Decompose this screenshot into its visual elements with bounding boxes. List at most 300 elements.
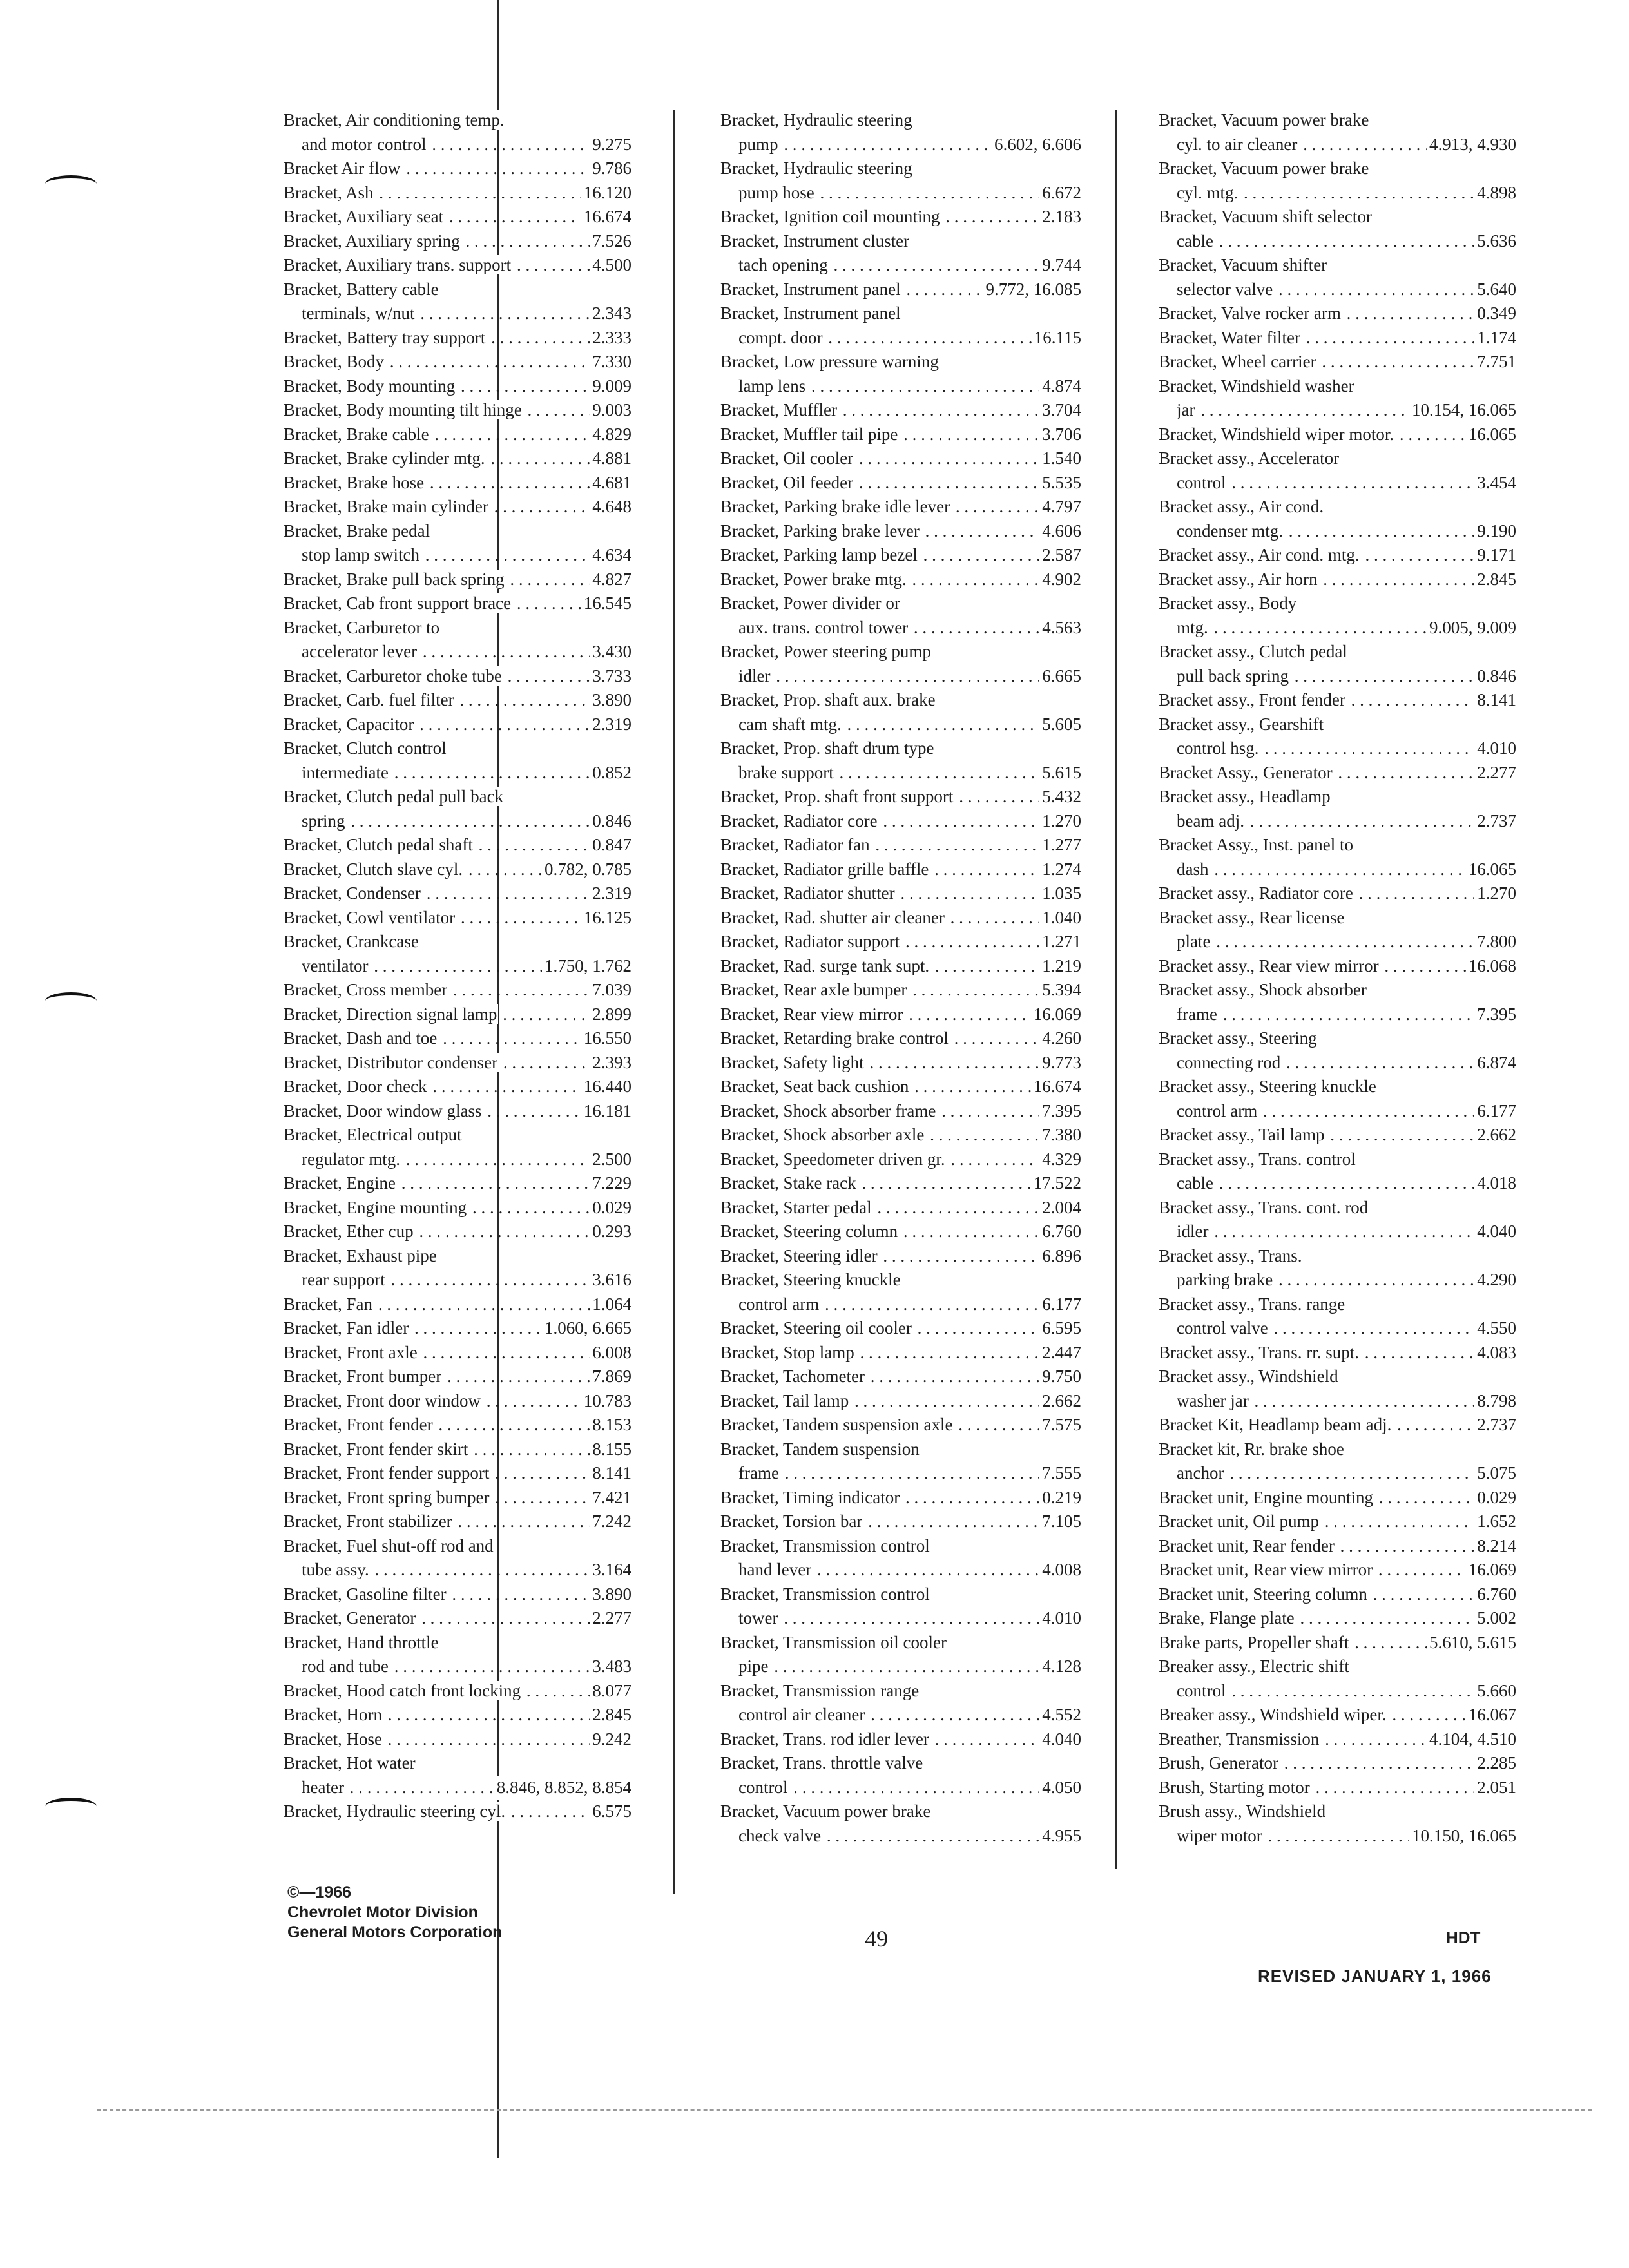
entry-label: Bracket, Steering column <box>720 1222 898 1241</box>
entry-label: Bracket, Exhaust pipe <box>284 1245 437 1265</box>
entry-page-ref: 4.128 <box>1039 1655 1081 1679</box>
entry-label-wrap <box>284 1123 631 1148</box>
entry-page-ref: 17.522 <box>1031 1171 1081 1196</box>
entry-label-wrap <box>720 1437 1081 1462</box>
index-entry-line <box>720 519 1081 544</box>
entry-page-ref: 9.773 <box>1039 1051 1081 1075</box>
entry-label-leader <box>284 1220 631 1244</box>
entry-page-ref: 16.068 <box>1466 954 1516 979</box>
entry-label-wrap <box>1159 205 1516 229</box>
index-entry-line <box>284 1148 631 1172</box>
entry-label: Bracket, Condenser <box>284 883 421 903</box>
entry-label-wrap <box>1159 713 1516 737</box>
entry-label: Bracket, Rear view mirror <box>720 1004 903 1024</box>
index-entry-line <box>720 350 1081 374</box>
punch-hole-mark-middle <box>45 992 97 1010</box>
entry-label: Bracket, Air conditioning temp. <box>284 110 505 130</box>
entry-label-wrap <box>284 785 631 809</box>
entry-label: Bracket, Muffler tail pipe <box>720 424 898 444</box>
entry-label: Breaker assy., Electric shift <box>1159 1657 1349 1676</box>
entry-label-wrap <box>1159 1365 1516 1389</box>
entry-label-leader <box>302 133 631 157</box>
index-entry-line <box>1159 326 1516 351</box>
entry-label-wrap <box>1159 1196 1516 1220</box>
index-entry-line <box>720 591 1081 616</box>
entry-label: brake support <box>738 762 834 782</box>
index-entry-line <box>720 616 1081 640</box>
entry-page-ref: 10.150, 16.065 <box>1409 1824 1516 1849</box>
entry-page-ref: 0.846 <box>1474 664 1516 689</box>
entry-page-ref: 2.662 <box>1039 1389 1081 1414</box>
index-entry-line <box>284 1461 631 1486</box>
index-entry-line <box>284 1244 631 1269</box>
index-entry-line <box>1159 1486 1516 1510</box>
entry-label: heater <box>302 1777 344 1797</box>
index-entry-line <box>1159 858 1516 882</box>
entry-label-wrap <box>720 688 1081 713</box>
index-entry-line <box>720 398 1081 423</box>
index-entry-line <box>1159 423 1516 447</box>
entry-label-leader <box>720 954 1081 979</box>
entry-label-leader <box>1177 1461 1516 1486</box>
entry-label-leader <box>720 785 1081 809</box>
entry-label-leader <box>738 1703 1081 1727</box>
index-entry-line <box>720 108 1081 133</box>
entry-label: Bracket assy., Shock absorber <box>1159 980 1367 999</box>
entry-page-ref: 9.786 <box>590 157 631 181</box>
entry-label: Bracket, Steering idler <box>720 1245 878 1265</box>
entry-label-leader <box>302 640 631 664</box>
entry-label-leader <box>720 1486 1081 1510</box>
index-entry-line <box>284 1268 631 1293</box>
entry-label: Bracket, Low pressure warning <box>720 352 939 371</box>
index-entry-line <box>284 1196 631 1220</box>
entry-label: frame <box>738 1463 779 1483</box>
entry-label: Bracket, Power steering pump <box>720 642 931 661</box>
entry-label-wrap <box>284 1244 631 1269</box>
index-entry-line <box>284 1293 631 1317</box>
entry-page-ref: 3.483 <box>590 1655 631 1679</box>
entry-label: Bracket, Hydraulic steering cyl. <box>284 1802 506 1821</box>
entry-label-leader <box>284 978 631 1003</box>
entry-label: Bracket, Parking lamp bezel <box>720 545 918 564</box>
entry-label-wrap <box>284 616 631 640</box>
index-entry-line <box>284 157 631 181</box>
index-entry-line <box>284 471 631 495</box>
entry-label-leader <box>720 1510 1081 1534</box>
index-entry-line <box>1159 1800 1516 1824</box>
entry-label-wrap <box>1159 640 1516 664</box>
index-entry-line <box>284 1075 631 1099</box>
entry-label-leader <box>720 1196 1081 1220</box>
entry-page-ref: 2.393 <box>590 1051 631 1075</box>
entry-page-ref: 5.002 <box>1474 1606 1516 1631</box>
entry-label-leader <box>720 1727 1081 1752</box>
entry-label-wrap <box>720 108 1081 133</box>
entry-page-ref: 2.737 <box>1474 1413 1516 1437</box>
entry-label: frame <box>1177 1004 1217 1024</box>
entry-page-ref: 16.545 <box>581 591 631 616</box>
entry-label-leader <box>1177 1003 1516 1027</box>
entry-label: idler <box>738 666 771 686</box>
entry-page-ref: 10.783 <box>581 1389 631 1414</box>
entry-label-leader <box>738 1461 1081 1486</box>
entry-label-leader <box>284 713 631 737</box>
entry-label-leader <box>284 1679 631 1704</box>
entry-label: Bracket unit, Engine mounting <box>1159 1487 1373 1507</box>
index-entry-line <box>1159 1123 1516 1148</box>
index-entry-line <box>284 495 631 519</box>
page-number: 49 <box>865 1926 888 1952</box>
entry-page-ref: 5.660 <box>1474 1679 1516 1704</box>
index-entry-line <box>720 1316 1081 1341</box>
entry-label: Bracket unit, Rear view mirror <box>1159 1560 1373 1579</box>
entry-label: Bracket, Dash and toe <box>284 1028 438 1048</box>
index-entry-line <box>720 1776 1081 1800</box>
entry-label: pipe <box>738 1657 769 1676</box>
entry-label: Bracket, Brake pull back spring <box>284 569 505 589</box>
index-entry-line <box>1159 108 1516 133</box>
entry-label: tach opening <box>738 255 828 274</box>
index-entry-line <box>720 930 1081 954</box>
entry-label-leader <box>720 423 1081 447</box>
index-entry-line <box>284 1123 631 1148</box>
index-entry-line <box>284 954 631 979</box>
entry-label-leader <box>720 543 1081 568</box>
entry-page-ref: 3.430 <box>590 640 631 664</box>
entry-label-leader <box>720 1365 1081 1389</box>
index-entry-line <box>1159 1026 1516 1051</box>
entry-label-wrap <box>720 1268 1081 1293</box>
entry-label: Bracket, Clutch slave cyl. <box>284 859 463 879</box>
index-entry-line <box>1159 1679 1516 1704</box>
entry-label-leader <box>284 253 631 278</box>
index-entry-line <box>720 1293 1081 1317</box>
index-entry-line <box>1159 1824 1516 1849</box>
entry-label: Bracket, Electrical output <box>284 1125 462 1144</box>
index-entry-line <box>284 181 631 206</box>
index-entry-line <box>720 1244 1081 1269</box>
entry-label: Bracket, Auxiliary trans. support <box>284 255 512 274</box>
entry-label: Bracket, Instrument cluster <box>720 231 910 251</box>
entry-page-ref: 16.065 <box>1466 858 1516 882</box>
entry-label-leader <box>720 978 1081 1003</box>
entry-page-ref: 1.750, 1.762 <box>542 954 631 979</box>
entry-label-leader <box>284 423 631 447</box>
index-entry-line <box>284 1727 631 1752</box>
punch-hole-mark-top <box>45 175 97 193</box>
index-entry-line <box>1159 1606 1516 1631</box>
index-entry-line <box>1159 1510 1516 1534</box>
entry-page-ref: 6.008 <box>590 1341 631 1365</box>
index-entry-line <box>1159 495 1516 519</box>
entry-label: Bracket, Safety light <box>720 1052 864 1072</box>
index-entry-line <box>1159 229 1516 254</box>
entry-label-wrap <box>284 1751 631 1776</box>
entry-label: cyl. mtg. <box>1177 182 1239 202</box>
index-entry-line <box>284 736 631 761</box>
entry-label: Bracket assy., Accelerator <box>1159 448 1340 468</box>
entry-label: Bracket, Brake pedal <box>284 521 430 541</box>
index-entry-line <box>284 1341 631 1365</box>
entry-label: Bracket, Radiator fan <box>720 835 870 854</box>
entry-label-leader <box>1159 326 1516 351</box>
entry-label: Bracket, Rad. surge tank supt. <box>720 956 930 975</box>
entry-label-leader <box>1159 1486 1516 1510</box>
entry-label-wrap <box>284 1631 631 1655</box>
index-entry-line <box>1159 616 1516 640</box>
entry-label: Breaker assy., Windshield wiper. <box>1159 1705 1387 1724</box>
index-entry-line <box>1159 1099 1516 1124</box>
entry-label-leader <box>720 809 1081 834</box>
entry-page-ref: 16.674 <box>581 205 631 229</box>
entry-label: Bracket, Clutch control <box>284 738 447 758</box>
entry-label-leader <box>1159 1413 1516 1437</box>
entry-label: Breather, Transmission <box>1159 1729 1320 1749</box>
entry-page-ref: 4.634 <box>590 543 631 568</box>
index-entry-line <box>284 326 631 351</box>
entry-label-leader <box>1177 809 1516 834</box>
index-entry-line <box>1159 954 1516 979</box>
index-entry-line <box>1159 1365 1516 1389</box>
index-entry-line <box>720 1365 1081 1389</box>
entry-label: Bracket, Fuel shut-off rod and <box>284 1535 494 1555</box>
entry-page-ref: 16.115 <box>1032 326 1081 351</box>
entry-label: Bracket assy., Front fender <box>1159 690 1345 709</box>
entry-label: Bracket assy., Trans. rr. supt. <box>1159 1342 1359 1362</box>
entry-label: cable <box>1177 231 1213 251</box>
entry-label-leader <box>1177 1679 1516 1704</box>
entry-label: Bracket, Crankcase <box>284 932 419 951</box>
entry-label: Brake, Flange plate <box>1159 1608 1295 1628</box>
index-entry-line <box>1159 568 1516 592</box>
index-entry-line <box>1159 1437 1516 1462</box>
entry-label-leader <box>302 1268 631 1293</box>
index-entry-line <box>720 736 1081 761</box>
entry-label: Bracket, Seat back cushion <box>720 1077 909 1096</box>
index-entry-line <box>720 1003 1081 1027</box>
index-entry-line <box>1159 809 1516 834</box>
index-entry-line <box>284 1800 631 1824</box>
entry-label: compt. door <box>738 327 823 347</box>
index-entry-line <box>284 1558 631 1582</box>
index-entry-line <box>284 688 631 713</box>
index-entry-line <box>1159 447 1516 471</box>
index-entry-line <box>284 1026 631 1051</box>
entry-label-wrap <box>1159 906 1516 930</box>
index-entry-line <box>1159 664 1516 689</box>
entry-page-ref: 9.242 <box>590 1727 631 1752</box>
entry-label-leader <box>738 374 1081 399</box>
index-entry-line <box>1159 1727 1516 1752</box>
entry-label: Bracket, Valve rocker arm <box>1159 303 1341 323</box>
index-entry-line <box>720 1437 1081 1462</box>
entry-label-leader <box>1159 1341 1516 1365</box>
entry-label: Bracket, Parking brake idle lever <box>720 497 950 516</box>
entry-label: Bracket, Capacitor <box>284 714 414 734</box>
entry-page-ref: 9.171 <box>1474 543 1516 568</box>
entry-label-leader <box>284 664 631 689</box>
entry-label-leader <box>720 1123 1081 1148</box>
entry-label: Bracket, Distributor condenser <box>284 1052 498 1072</box>
index-entry-line <box>1159 278 1516 302</box>
entry-label: Bracket, Auxiliary spring <box>284 231 460 251</box>
index-entry-line <box>720 664 1081 689</box>
index-entry-line <box>720 1631 1081 1655</box>
entry-label-leader <box>1177 664 1516 689</box>
index-entry-line <box>1159 930 1516 954</box>
entry-label: washer jar <box>1177 1390 1249 1410</box>
entry-label-leader <box>1177 930 1516 954</box>
index-entry-line <box>284 350 631 374</box>
entry-label: Bracket Kit, Headlamp beam adj. <box>1159 1415 1392 1434</box>
index-entry-line <box>284 1631 631 1655</box>
entry-label-leader <box>720 471 1081 495</box>
entry-label-leader <box>720 833 1081 858</box>
entry-page-ref: 16.125 <box>581 906 631 930</box>
entry-label: control arm <box>1177 1100 1258 1120</box>
entry-label-leader <box>720 1075 1081 1099</box>
index-entry-line <box>720 1727 1081 1752</box>
punch-hole-mark-bottom <box>45 1798 97 1815</box>
entry-label: Bracket, Transmission control <box>720 1535 930 1555</box>
entry-label: Bracket assy., Rear license <box>1159 907 1345 927</box>
entry-label-leader <box>284 1196 631 1220</box>
entry-label-leader <box>284 181 631 206</box>
entry-page-ref: 4.648 <box>590 495 631 519</box>
entry-page-ref: 4.881 <box>590 447 631 471</box>
index-entry-line <box>720 133 1081 157</box>
entry-page-ref: 16.440 <box>581 1075 631 1099</box>
index-entry-line <box>720 1703 1081 1727</box>
index-entry-line <box>284 253 631 278</box>
entry-page-ref: 8.141 <box>590 1461 631 1486</box>
entry-label-leader <box>284 157 631 181</box>
index-entry-line <box>720 785 1081 809</box>
index-entry-line <box>720 1075 1081 1099</box>
entry-label-leader <box>1159 1558 1516 1582</box>
entry-label: Bracket, Fan <box>284 1294 372 1314</box>
entry-label-leader <box>284 1171 631 1196</box>
index-entry-line <box>284 398 631 423</box>
entry-label: Bracket, Front stabilizer <box>284 1512 452 1531</box>
entry-page-ref: 4.797 <box>1039 495 1081 519</box>
index-entry-line <box>284 1703 631 1727</box>
entry-label: Bracket, Power brake mtg. <box>720 569 907 589</box>
entry-label-leader <box>720 519 1081 544</box>
entry-page-ref: 2.277 <box>1474 761 1516 785</box>
entry-label-leader <box>284 1389 631 1414</box>
entry-label-leader <box>284 1099 631 1124</box>
entry-page-ref: 2.004 <box>1039 1196 1081 1220</box>
entry-label: Bracket, Radiator grille baffle <box>720 859 929 879</box>
entry-page-ref: 0.349 <box>1474 302 1516 326</box>
entry-page-ref: 9.772, 16.085 <box>983 278 1082 302</box>
entry-label-wrap <box>284 736 631 761</box>
index-entry-line <box>720 906 1081 930</box>
entry-label-leader <box>284 1510 631 1534</box>
entry-label-leader <box>738 181 1081 206</box>
entry-label-leader <box>1159 881 1516 906</box>
index-entry-line <box>1159 1751 1516 1776</box>
entry-label-leader <box>738 616 1081 640</box>
entry-label-wrap <box>720 350 1081 374</box>
entry-label: Bracket, Speedometer driven gr. <box>720 1149 945 1169</box>
entry-label-wrap <box>1159 1800 1516 1824</box>
index-entry-line <box>720 1606 1081 1631</box>
entry-page-ref: 16.069 <box>1466 1558 1516 1582</box>
entry-label-wrap <box>284 1534 631 1559</box>
entry-label: Bracket, Front fender <box>284 1415 433 1434</box>
entry-label: Brush, Starting motor <box>1159 1777 1310 1797</box>
entry-page-ref: 7.751 <box>1474 350 1516 374</box>
entry-label-leader <box>1159 688 1516 713</box>
entry-label-leader <box>284 1486 631 1510</box>
index-entry-line <box>284 1003 631 1027</box>
entry-page-ref: 0.852 <box>590 761 631 785</box>
entry-page-ref: 2.277 <box>590 1606 631 1631</box>
entry-label-leader <box>720 1099 1081 1124</box>
index-entry-line <box>284 713 631 737</box>
entry-label-leader <box>720 495 1081 519</box>
entry-label: Bracket, Radiator shutter <box>720 883 895 903</box>
entry-label-leader <box>284 326 631 351</box>
index-entry-line <box>720 1051 1081 1075</box>
entry-label-leader <box>1177 278 1516 302</box>
entry-page-ref: 7.869 <box>590 1365 631 1389</box>
entry-label-leader <box>284 1703 631 1727</box>
entry-label: terminals, w/nut <box>302 303 415 323</box>
entry-page-ref: 4.260 <box>1039 1026 1081 1051</box>
entry-page-ref: 4.010 <box>1039 1606 1081 1631</box>
index-entry-line <box>720 1486 1081 1510</box>
index-entry-line <box>720 1534 1081 1559</box>
index-entry-line <box>1159 133 1516 157</box>
entry-label: Bracket, Front axle <box>284 1342 418 1362</box>
entry-label-leader <box>302 1558 631 1582</box>
entry-label: condenser mtg. <box>1177 521 1283 541</box>
index-entry-line <box>284 591 631 616</box>
index-entry-line <box>284 1051 631 1075</box>
entry-label-leader <box>1177 1316 1516 1341</box>
entry-label-leader <box>720 1026 1081 1051</box>
entry-label: Bracket, Transmission oil cooler <box>720 1632 947 1652</box>
entry-label-leader <box>1177 1220 1516 1244</box>
entry-label-wrap <box>1159 1293 1516 1317</box>
index-column-3 <box>1159 108 1516 1848</box>
index-entry-line <box>1159 736 1516 761</box>
entry-label: Bracket assy., Clutch pedal <box>1159 642 1347 661</box>
entry-page-ref: 4.681 <box>590 471 631 495</box>
entry-label: Bracket, Hand throttle <box>284 1632 439 1652</box>
entry-label: Bracket assy., Trans. control <box>1159 1149 1356 1169</box>
index-entry-line <box>1159 1655 1516 1679</box>
entry-page-ref: 6.672 <box>1039 181 1081 206</box>
index-entry-line <box>284 568 631 592</box>
entry-label: Bracket, Brake hose <box>284 472 425 492</box>
index-entry-line <box>284 374 631 399</box>
entry-page-ref: 2.845 <box>1474 568 1516 592</box>
entry-label-leader <box>284 205 631 229</box>
entry-label: Bracket, Transmission range <box>720 1680 920 1700</box>
entry-label: Bracket assy., Trans. range <box>1159 1294 1345 1314</box>
entry-label-leader <box>284 1727 631 1752</box>
entry-label: Bracket unit, Oil pump <box>1159 1512 1319 1531</box>
entry-label-leader <box>720 1220 1081 1244</box>
entry-page-ref: 4.874 <box>1039 374 1081 399</box>
entry-label: pump <box>738 134 778 154</box>
index-entry-line <box>720 495 1081 519</box>
